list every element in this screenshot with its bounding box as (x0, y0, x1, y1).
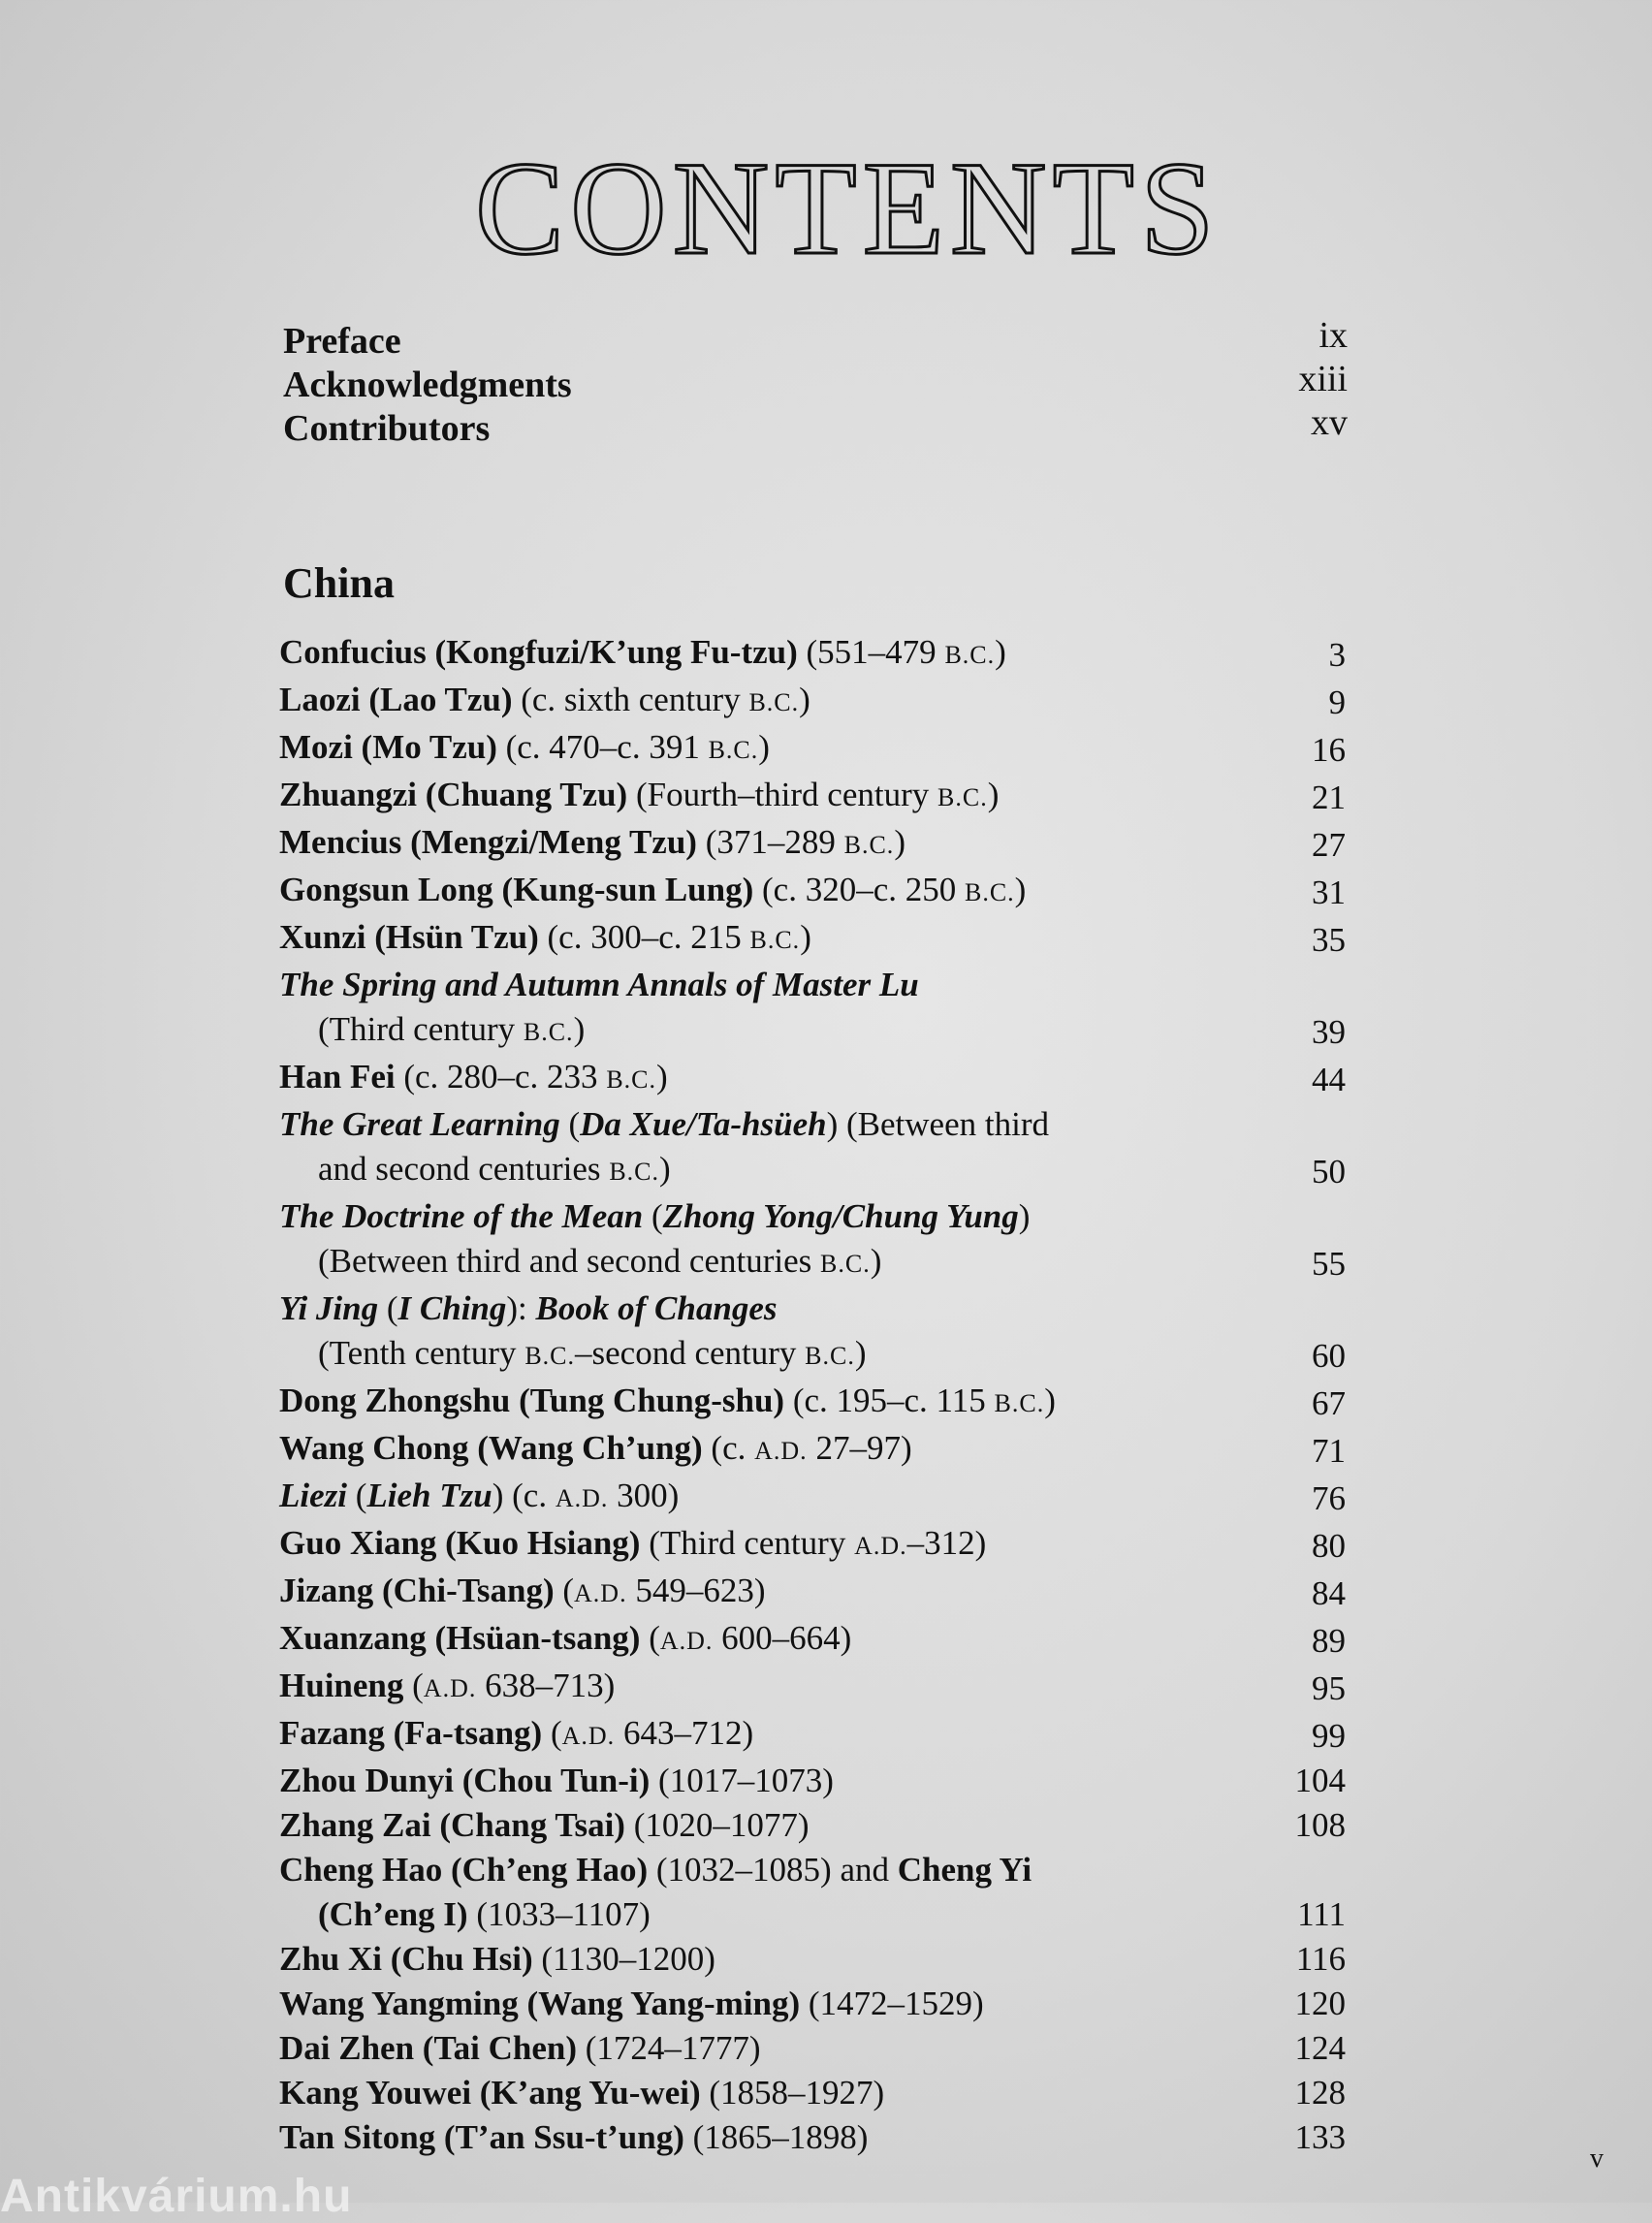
entry-text: Xunzi (Hsün Tzu) (279, 918, 539, 956)
entry-text: B.C. (820, 1250, 871, 1278)
entry-text: and second centuries (318, 1150, 610, 1188)
entry-text: Book of Changes (535, 1289, 778, 1327)
entry-text: I Ching (397, 1289, 507, 1327)
contents-entry (279, 868, 1348, 915)
entry-line (279, 1239, 1280, 1286)
entry-text: (Third century (640, 1524, 855, 1562)
entry-text: B.C. (843, 831, 895, 859)
entry-line (279, 1569, 1280, 1616)
contents-entry (279, 963, 1348, 1055)
entry-text: ( (378, 1289, 398, 1327)
entry-text: Xuanzang (Hsüan-tsang) (279, 1619, 641, 1657)
front-matter-item (283, 402, 1348, 451)
page-number: 116 (1295, 1940, 1346, 1978)
page-number: 133 (1294, 2118, 1346, 2156)
entry-text: Kang Youwei (K’ang Yu-wei) (279, 2074, 701, 2112)
entry-text: ) (c. (492, 1477, 556, 1514)
front-matter-item (283, 359, 1348, 407)
page-number: 95 (1312, 1669, 1346, 1707)
contents-entry (279, 820, 1348, 868)
entry-line (279, 1286, 1280, 1331)
entry-line (279, 1982, 1280, 2026)
entry-text: (c. 300–c. 215 (538, 918, 750, 956)
entry-text: ) (656, 1058, 668, 1096)
page-number: 99 (1312, 1717, 1346, 1755)
contents-entry (279, 2071, 1348, 2115)
entry-text: (c. 195–c. 115 (784, 1381, 995, 1419)
contents-entry (279, 1194, 1348, 1286)
entry-line (279, 1331, 1280, 1379)
entry-line (279, 1147, 1280, 1194)
contents-entry (279, 1982, 1348, 2026)
entry-text: Cheng Yi (897, 1851, 1032, 1889)
entry-text: (1020–1077) (624, 1806, 810, 1844)
contents-entry (279, 1759, 1348, 1803)
entry-text: ( (643, 1197, 663, 1235)
page-number: 84 (1312, 1574, 1346, 1612)
entry-text: (1130–1200) (532, 1940, 715, 1978)
page-number: 124 (1294, 2029, 1346, 2067)
entry-text: Liezi (279, 1477, 347, 1514)
entry-line (279, 630, 1280, 678)
page-number: 9 (1328, 683, 1346, 721)
contents-entry (279, 1521, 1348, 1569)
entry-text: B.C. (708, 736, 759, 764)
entry-text: A.D. (659, 1627, 714, 1655)
entry-text: (c. 320–c. 250 (753, 871, 965, 908)
page-number: ix (1318, 315, 1348, 356)
folio: v (1590, 2144, 1604, 2174)
contents-entry (279, 1102, 1348, 1194)
entry-text: (371–289 (696, 823, 844, 861)
page-number: 27 (1312, 826, 1346, 864)
entry-text: Laozi (Lao Tzu) (279, 681, 513, 718)
contents-entry (279, 630, 1348, 678)
entry-text: Dong Zhongshu (Tung Chung-shu) (279, 1381, 785, 1419)
entry-text: A.D. (423, 1674, 477, 1702)
entry-text: ( (559, 1105, 581, 1143)
entry-text: Da Xue/Ta-hsüeh (580, 1105, 827, 1143)
contents-entry (279, 1474, 1348, 1521)
front-matter-item (283, 315, 1348, 364)
entry-text: ( (346, 1477, 367, 1514)
entry-line (279, 1102, 1280, 1147)
entry-text: The Spring and Autumn Annals of Master Lu (279, 966, 919, 1003)
contents-entry (279, 1664, 1348, 1711)
entry-text: (Third century (318, 1010, 524, 1048)
front-matter-list (283, 315, 1348, 451)
entry-text: Wang Yangming (Wang Yang-ming) (279, 1985, 801, 2022)
entry-line (279, 1426, 1280, 1474)
contents-entry (279, 1848, 1348, 1937)
contents-entry (279, 1426, 1348, 1474)
page-number: 120 (1294, 1985, 1346, 2022)
entry-text: (Fourth–third century (627, 776, 938, 813)
page-number: 50 (1312, 1153, 1346, 1191)
entry-text: The Doctrine of the Mean (279, 1197, 644, 1235)
page-number: 67 (1312, 1384, 1346, 1422)
entry-text: ( (542, 1714, 562, 1752)
entry-text: B.C. (944, 641, 996, 669)
front-matter-label: Acknowledgments (283, 365, 572, 405)
entry-text: B.C. (937, 783, 988, 811)
contents-entry (279, 2026, 1348, 2071)
entry-text: (1865–1898) (683, 2118, 869, 2156)
entry-text: ) (995, 633, 1006, 671)
entry-text: ) (854, 1334, 867, 1372)
entry-line (279, 2071, 1280, 2115)
entry-text: (Tenth century (318, 1334, 525, 1372)
page-number: xv (1311, 402, 1348, 443)
page-number: 108 (1294, 1806, 1346, 1844)
entry-text: ) (758, 728, 770, 766)
entry-line (279, 868, 1280, 915)
entry-line (279, 1007, 1280, 1055)
entry-text: ): (506, 1289, 536, 1327)
entry-line (279, 1803, 1280, 1848)
page-number: 76 (1312, 1479, 1346, 1517)
entry-text: –second century (575, 1334, 806, 1372)
entry-text: ) (987, 776, 1000, 813)
contents-entry (279, 1937, 1348, 1982)
entry-text: B.C. (964, 878, 1015, 906)
entry-text: Mencius (Mengzi/Meng Tzu) (279, 823, 697, 861)
entry-text: (1017–1073) (650, 1762, 834, 1799)
entry-text: ( (640, 1619, 660, 1657)
entry-text: Guo Xiang (Kuo Hsiang) (279, 1524, 641, 1562)
contents-entry (279, 915, 1348, 963)
entry-text: B.C. (609, 1158, 659, 1186)
entry-text: The Great Learning (279, 1105, 560, 1143)
entry-line (279, 963, 1280, 1007)
contents-entry (279, 1569, 1348, 1616)
entry-text: Lieh Tzu (366, 1477, 492, 1514)
entry-text: (Ch’eng I) (318, 1895, 468, 1933)
watermark: Antikvárium.hu (0, 2171, 353, 2222)
entry-text: B.C. (748, 688, 800, 716)
entry-text: (Between third and second centuries (318, 1242, 821, 1280)
entry-line (279, 820, 1280, 868)
entry-text: ) (870, 1242, 882, 1280)
entry-line (279, 1759, 1280, 1803)
contents-entry (279, 725, 1348, 773)
entry-text: ) (659, 1150, 671, 1188)
entry-text: –312) (906, 1524, 987, 1562)
entry-line (279, 1055, 1280, 1102)
page-number: 89 (1312, 1622, 1346, 1660)
entry-line (279, 1892, 1280, 1937)
contents-entry (279, 1379, 1348, 1426)
page-number: 80 (1312, 1527, 1346, 1565)
page-number: 3 (1328, 636, 1346, 674)
entry-text: (1858–1927) (700, 2074, 885, 2112)
entry-text: ( (403, 1667, 424, 1704)
entry-text: Zhang Zai (Chang Tsai) (279, 1806, 625, 1844)
contents-entry (279, 1803, 1348, 1848)
entry-text: (c. 280–c. 233 (395, 1058, 607, 1096)
entry-text: Fazang (Fa-tsang) (279, 1714, 543, 1752)
page-number: 44 (1312, 1061, 1346, 1098)
entry-text: ) (1014, 871, 1027, 908)
contents-entry (279, 773, 1348, 820)
entry-text: Wang Chong (Wang Ch’ung) (279, 1429, 703, 1467)
entry-text: Huineng (279, 1667, 404, 1704)
entry-line (279, 678, 1280, 725)
entry-text: B.C. (523, 1018, 574, 1046)
page-number: 16 (1312, 731, 1346, 769)
entry-line (279, 915, 1280, 963)
page-number: 39 (1312, 1013, 1346, 1051)
page-number: 71 (1312, 1432, 1346, 1470)
entry-line (279, 2026, 1280, 2071)
entry-text: (c. (702, 1429, 755, 1467)
entry-line (279, 773, 1280, 820)
page-number: 111 (1297, 1895, 1346, 1933)
entry-text: (1472–1529) (800, 1985, 984, 2022)
entry-line (279, 1379, 1280, 1426)
entry-line (279, 1194, 1280, 1239)
entry-text: (1032–1085) and (648, 1851, 898, 1889)
entry-text: B.C. (994, 1389, 1045, 1417)
entry-line (279, 1937, 1280, 1982)
entry-text: Jizang (Chi-Tsang) (279, 1572, 555, 1609)
entry-text: 643–712) (615, 1714, 754, 1752)
entry-text: ( (554, 1572, 575, 1609)
page-title: CONTENTS (475, 134, 1221, 282)
entry-text: ) (Between third (826, 1105, 1049, 1143)
contents-entry (279, 678, 1348, 725)
entry-text: (1724–1777) (576, 2029, 761, 2067)
entry-text: Zhong Yong/Chung Yung (662, 1197, 1019, 1235)
entry-text: Zhou Dunyi (Chou Tun-i) (279, 1762, 651, 1799)
page-number: 21 (1312, 778, 1346, 816)
entry-line (279, 1664, 1280, 1711)
entry-text: (1033–1107) (467, 1895, 651, 1933)
entry-line (279, 1711, 1280, 1759)
entry-text: ) (1044, 1381, 1056, 1419)
entry-text: B.C. (805, 1342, 855, 1370)
entry-text: (551–479 (797, 633, 945, 671)
page-number: 55 (1312, 1245, 1346, 1283)
page-number: 104 (1294, 1762, 1346, 1799)
entry-text: ) (1018, 1197, 1031, 1235)
entry-text: 27–97) (807, 1429, 912, 1467)
entry-text: Tan Sitong (T’an Ssu-t’ung) (279, 2118, 684, 2156)
entry-text: Dai Zhen (Tai Chen) (279, 2029, 577, 2067)
entry-text: A.D. (574, 1579, 627, 1607)
entry-text: B.C. (524, 1342, 575, 1370)
entry-text: A.D. (561, 1722, 616, 1750)
page-number: 31 (1312, 873, 1346, 911)
entry-line (279, 1474, 1280, 1521)
entry-text: B.C. (606, 1065, 656, 1094)
entry-text: ) (800, 918, 811, 956)
page-number: 35 (1312, 921, 1346, 959)
entry-text: ) (573, 1010, 586, 1048)
entry-text: Han Fei (279, 1058, 396, 1096)
entry-text: 549–623) (626, 1572, 766, 1609)
page-number: xiii (1298, 359, 1348, 399)
entry-text: A.D. (555, 1484, 609, 1512)
page-number: 60 (1312, 1337, 1346, 1375)
entry-text: A.D. (854, 1532, 907, 1560)
entry-text: 600–664) (713, 1619, 852, 1657)
front-matter-label: Contributors (283, 408, 491, 449)
entry-text: (c. sixth century (512, 681, 749, 718)
entry-text: Zhuangzi (Chuang Tzu) (279, 776, 628, 813)
page-number: 128 (1294, 2074, 1346, 2112)
front-matter-label: Preface (283, 321, 401, 362)
contents-entry (279, 1616, 1348, 1664)
entry-text: Mozi (Mo Tzu) (279, 728, 497, 766)
contents-entry (279, 1711, 1348, 1759)
entry-text: Cheng Hao (Ch’eng Hao) (279, 1851, 649, 1889)
entry-text: Yi Jing (279, 1289, 379, 1327)
entry-text: A.D. (754, 1437, 808, 1465)
entry-text: Zhu Xi (Chu Hsi) (279, 1940, 533, 1978)
entry-line (279, 2115, 1280, 2160)
section-heading: China (283, 559, 395, 607)
entry-line (279, 1616, 1280, 1664)
entry-line (279, 1521, 1280, 1569)
entry-text: (c. 470–c. 391 (496, 728, 709, 766)
entry-text: 638–713) (476, 1667, 616, 1704)
entry-text: ) (894, 823, 905, 861)
entry-text: 300) (608, 1477, 680, 1514)
entry-text: ) (799, 681, 810, 718)
entry-line (279, 725, 1280, 773)
contents-entry (279, 1055, 1348, 1102)
contents-entry (279, 2115, 1348, 2160)
contents-entry (279, 1286, 1348, 1379)
entry-line (279, 1848, 1280, 1892)
entry-text: B.C. (749, 926, 801, 954)
entry-text: Confucius (Kongfuzi/K’ung Fu-tzu) (279, 633, 798, 671)
contents-list (279, 630, 1348, 2160)
entry-text: Gongsun Long (Kung-sun Lung) (279, 871, 754, 908)
